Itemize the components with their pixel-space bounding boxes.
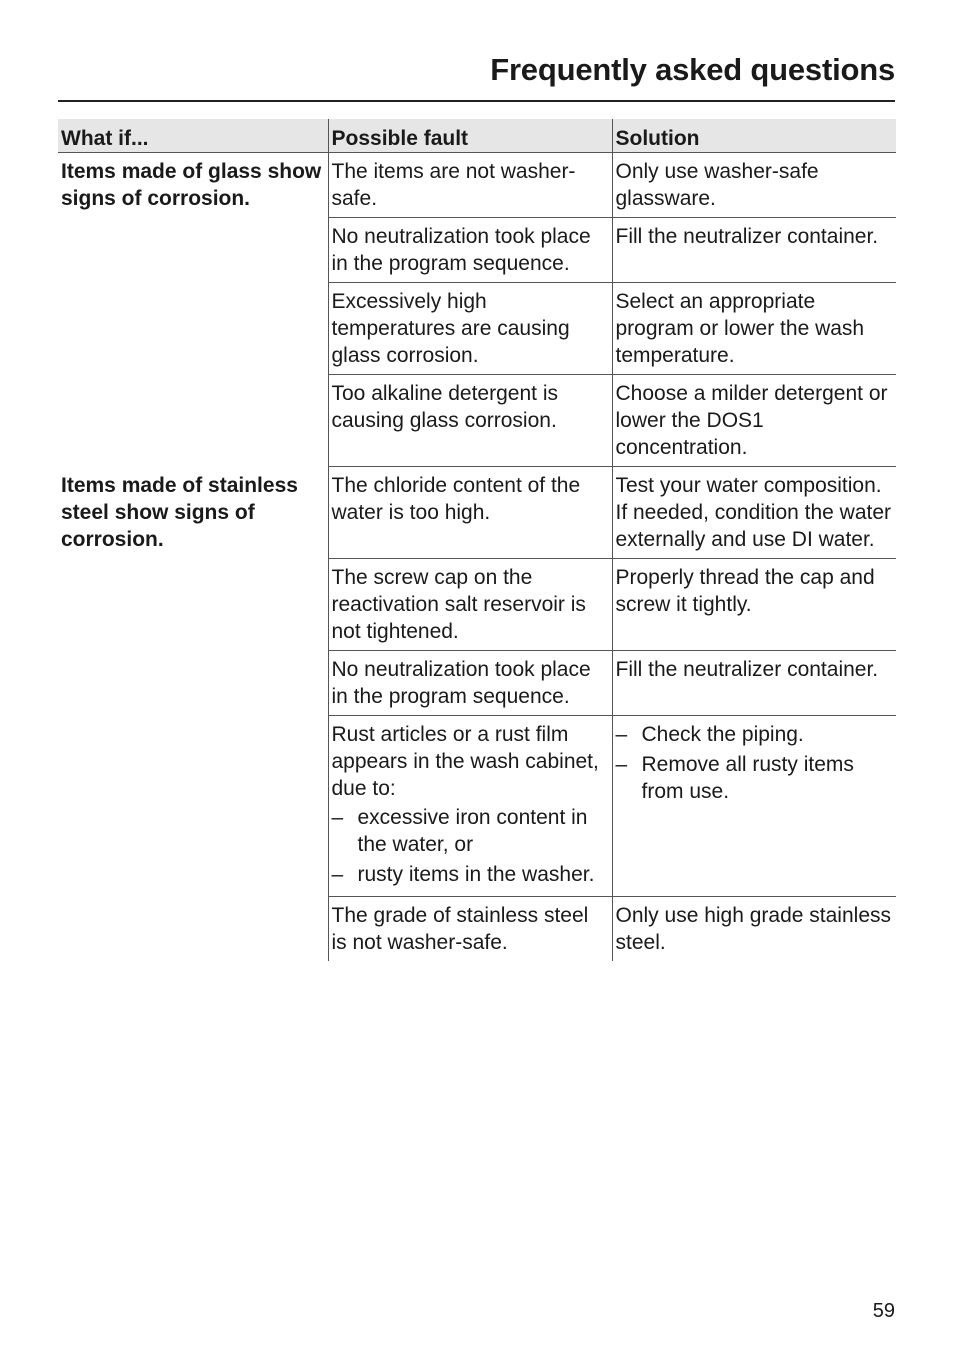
fault-cell: Excessively high temperatures are causing glass corrosion.: [328, 283, 612, 375]
list-item: – rusty items in the washer.: [332, 861, 609, 888]
solution-cell: Select an appropriate program or lower the wash temperature.: [612, 283, 896, 375]
faq-table: [58, 119, 896, 961]
list-item: – Check the piping.: [616, 721, 894, 748]
solution-cell: Only use high grade stainless steel.: [612, 897, 896, 962]
table-header-row: [58, 119, 896, 153]
list-item: – excessive iron content in the water, or: [332, 804, 609, 858]
page-number: 59: [872, 1300, 895, 1322]
column-header-what-if: What if...: [58, 119, 328, 153]
column-header-possible-fault: Possible fault: [328, 119, 612, 153]
solution-cell: Only use washer-safe glassware.: [612, 153, 896, 218]
fault-cell: The screw cap on the reactivation salt reservoir is not tightened.: [328, 559, 612, 651]
fault-cell: No neutralization took place in the program sequence.: [328, 651, 612, 716]
question-glass-corrosion: Items made of glass show signs of corrosion.: [61, 160, 322, 210]
title-rule: [58, 100, 895, 102]
solution-cell: Test your water composition. If needed, condition the water externally and use DI water.: [612, 467, 896, 559]
fault-cell: The chloride content of the water is too high.: [328, 467, 612, 559]
solution-cell: [612, 716, 896, 897]
fault-cell: No neutralization took place in the program sequence.: [328, 218, 612, 283]
table-row: [58, 467, 896, 559]
fault-list: [332, 804, 609, 888]
fault-cell: The grade of stainless steel is not washer-safe.: [328, 897, 612, 962]
fault-cell: [328, 716, 612, 897]
solution-list: [616, 721, 894, 805]
solution-cell: Fill the neutralizer container.: [612, 651, 896, 716]
solution-cell: Choose a milder detergent or lower the DOS1 concentration.: [612, 375, 896, 467]
list-item: – Remove all rusty items from use.: [616, 751, 894, 805]
fault-cell: The items are not washer-safe.: [328, 153, 612, 218]
table-row: [58, 153, 896, 218]
fault-intro: Rust articles or a rust film appears in the wash cabinet, due to:: [331, 723, 599, 800]
question-stainless-steel-corrosion: Items made of stainless steel show signs of corrosion.: [61, 473, 298, 551]
solution-cell: Properly thread the cap and screw it tightly.: [612, 559, 896, 651]
solution-cell: Fill the neutralizer container.: [612, 218, 896, 283]
column-header-solution: Solution: [612, 119, 896, 153]
page-title: Frequently asked questions: [490, 52, 895, 87]
fault-cell: Too alkaline detergent is causing glass corrosion.: [328, 375, 612, 467]
